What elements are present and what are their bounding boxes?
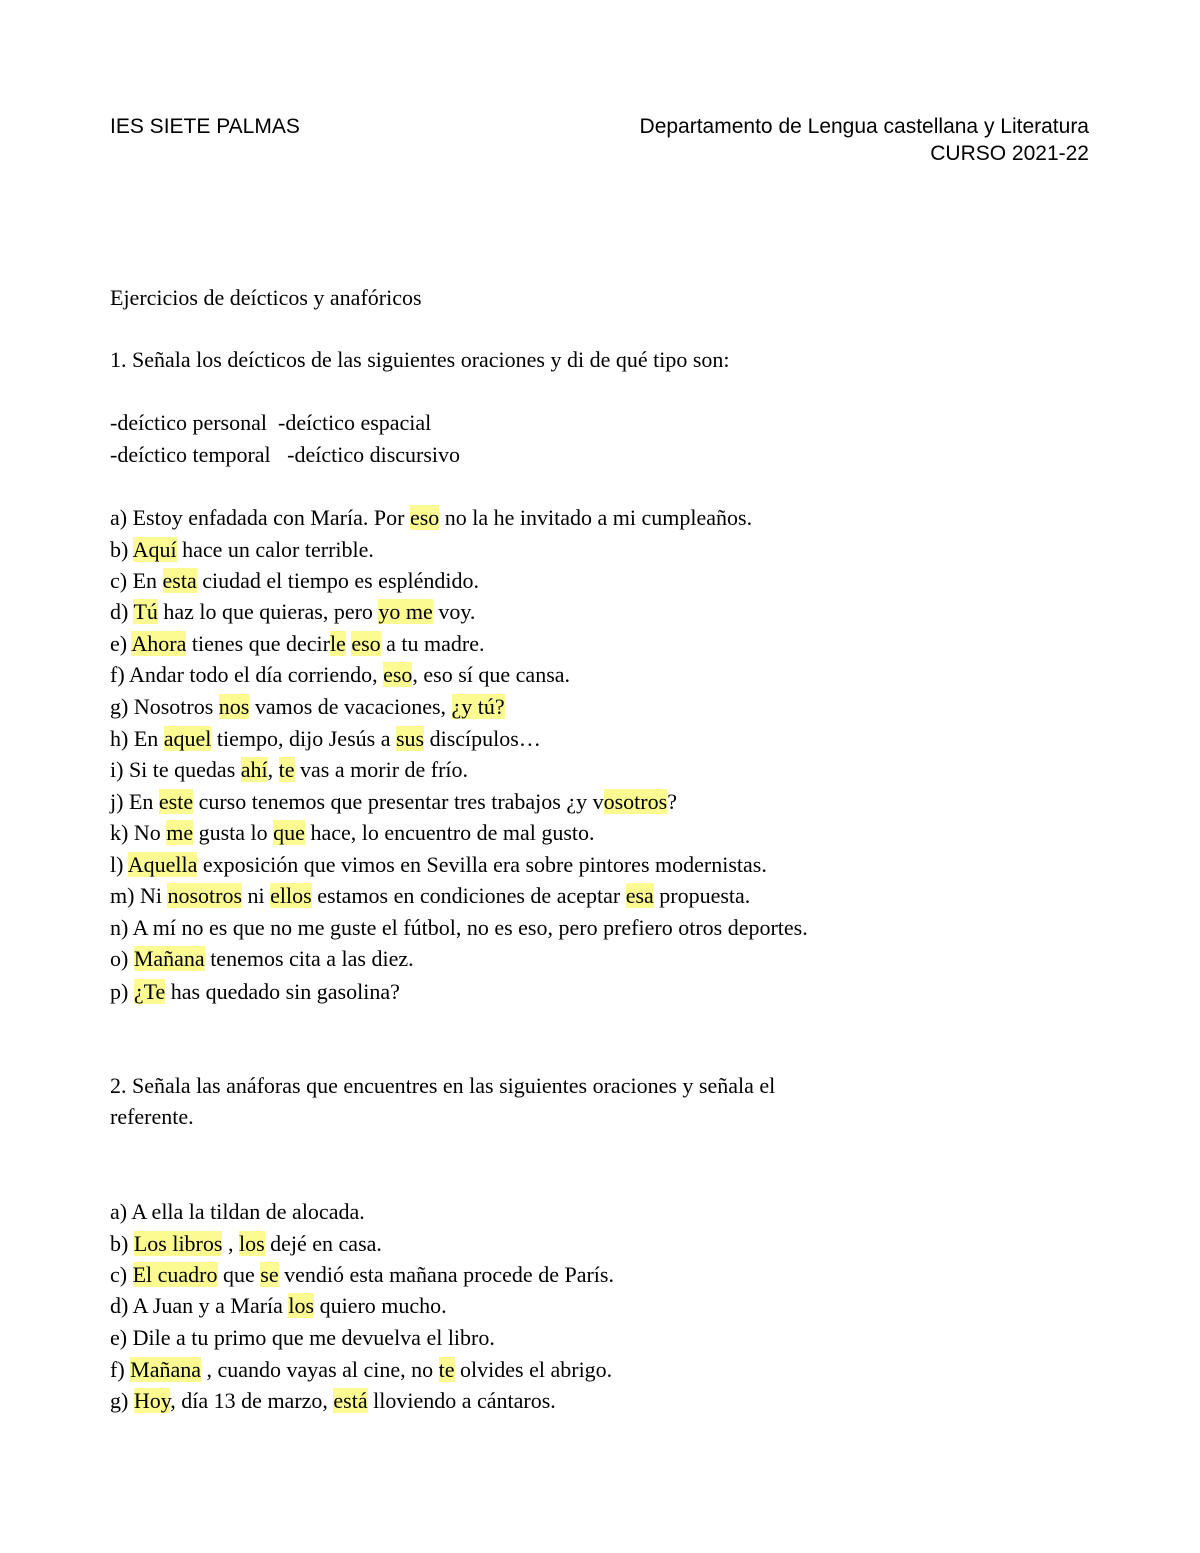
highlighted-word: ¿Te bbox=[133, 979, 166, 1004]
exercise-1-item bbox=[110, 822, 595, 844]
highlighted-word: Aquí bbox=[132, 537, 177, 562]
highlighted-word: eso bbox=[409, 505, 440, 530]
highlighted-word: ahí bbox=[240, 757, 268, 782]
highlighted-word: Tú bbox=[133, 599, 158, 624]
deictic-types-row-2: -deíctico temporal -deíctico discursivo bbox=[110, 442, 461, 467]
exercise-2-instruction-cont: referente. bbox=[110, 1104, 194, 1129]
sentence-text: propuesta. bbox=[653, 883, 751, 908]
sentence-text: vamos de vacaciones, bbox=[249, 694, 452, 719]
sentence-text: voy. bbox=[432, 599, 476, 624]
sentence-text: a) Estoy enfadada con María. Por bbox=[110, 505, 410, 530]
sentence-text: tenemos cita a las diez. bbox=[204, 946, 414, 971]
exercise-1-item bbox=[110, 664, 570, 686]
exercise-1-item bbox=[110, 633, 485, 655]
highlighted-word: ellos bbox=[270, 883, 312, 908]
document-title: Ejercicios de deícticos y anafóricos bbox=[110, 285, 422, 310]
highlighted-word: yo me bbox=[378, 599, 433, 624]
highlighted-word: nosotros bbox=[167, 883, 243, 908]
highlighted-word: me bbox=[166, 820, 194, 845]
exercise-1-item bbox=[110, 981, 400, 1003]
department-name: Departamento de Lengua castellana y Literatura bbox=[639, 115, 1089, 138]
highlighted-word: aquel bbox=[163, 726, 212, 751]
exercise-1-item bbox=[110, 791, 677, 813]
sentence-text: no la he invitado a mi cumpleaños. bbox=[439, 505, 753, 530]
exercise-2-item bbox=[110, 1201, 365, 1223]
highlighted-word: Hoy bbox=[133, 1388, 171, 1413]
sentence-text: lloviendo a cántaros. bbox=[367, 1388, 556, 1413]
exercise-2-item bbox=[110, 1295, 447, 1317]
sentence-text: b) bbox=[110, 1231, 134, 1256]
exercise-1-item bbox=[110, 601, 475, 623]
highlighted-word: eso bbox=[351, 631, 381, 656]
highlighted-word: los bbox=[238, 1231, 265, 1256]
sentence-text: a) A ella la tildan de alocada. bbox=[110, 1199, 365, 1224]
sentence-text: ni bbox=[242, 883, 271, 908]
exercise-1-item bbox=[110, 570, 479, 592]
exercise-1-item bbox=[110, 507, 752, 529]
sentence-text: vendió esta mañana procede de París. bbox=[278, 1262, 614, 1287]
sentence-text: discípulos… bbox=[424, 726, 541, 751]
sentence-text: m) Ni bbox=[110, 883, 168, 908]
course-label: CURSO 2021-22 bbox=[930, 142, 1089, 165]
sentence-text: f) bbox=[110, 1357, 131, 1382]
highlighted-word: te bbox=[438, 1357, 455, 1382]
sentence-text: j) En bbox=[110, 789, 159, 814]
sentence-text: e) bbox=[110, 631, 132, 656]
sentence-text: d) A Juan y a María bbox=[110, 1293, 289, 1318]
sentence-text: curso tenemos que presentar tres trabajos ¿y v bbox=[193, 789, 604, 814]
exercise-1-item bbox=[110, 696, 505, 718]
exercise-1-instruction: 1. Señala los deícticos de las siguientes oraciones y di de qué tipo son: bbox=[110, 347, 730, 372]
sentence-text: e) Dile a tu primo que me devuelva el libro. bbox=[110, 1325, 495, 1350]
sentence-text: n) A mí no es que no me guste el fútbol, no es eso, pero prefiero otros deportes. bbox=[110, 915, 808, 940]
highlighted-word: esta bbox=[162, 568, 197, 593]
exercise-1-item bbox=[110, 885, 750, 907]
highlighted-word: nos bbox=[218, 694, 250, 719]
sentence-text: haz lo que quieras, pero bbox=[157, 599, 379, 624]
sentence-text: , bbox=[222, 1231, 239, 1256]
highlighted-word: este bbox=[158, 789, 194, 814]
sentence-text: f) Andar todo el día corriendo, bbox=[110, 662, 384, 687]
school-name: IES SIETE PALMAS bbox=[110, 115, 300, 138]
exercise-1-item bbox=[110, 948, 414, 970]
highlighted-word: está bbox=[333, 1388, 368, 1413]
exercise-1-item bbox=[110, 759, 468, 781]
sentence-text: , bbox=[267, 757, 279, 782]
sentence-text: gusta lo bbox=[193, 820, 274, 845]
sentence-text: que bbox=[217, 1262, 261, 1287]
highlighted-word: Mañana bbox=[133, 946, 205, 971]
sentence-text: , cuando vayas al cine, no bbox=[201, 1357, 439, 1382]
exercise-1-item bbox=[110, 854, 767, 876]
exercise-1-item bbox=[110, 728, 541, 750]
exercise-2-item bbox=[110, 1390, 556, 1412]
exercise-1-item bbox=[110, 917, 808, 939]
sentence-text: , eso sí que cansa. bbox=[412, 662, 571, 687]
sentence-text: olvides el abrigo. bbox=[454, 1357, 613, 1382]
sentence-text: vas a morir de frío. bbox=[294, 757, 469, 782]
highlighted-word: se bbox=[260, 1262, 279, 1287]
highlighted-word: Mañana bbox=[130, 1357, 202, 1382]
sentence-text: k) No bbox=[110, 820, 167, 845]
sentence-text: g) Nosotros bbox=[110, 694, 219, 719]
sentence-text: p) bbox=[110, 979, 134, 1004]
sentence-text: hace un calor terrible. bbox=[176, 537, 374, 562]
exercise-2-item bbox=[110, 1233, 382, 1255]
highlighted-word: esa bbox=[625, 883, 654, 908]
highlighted-word: Aquella bbox=[127, 852, 198, 877]
sentence-text: ciudad el tiempo es espléndido. bbox=[196, 568, 479, 593]
exercise-2-item bbox=[110, 1264, 614, 1286]
highlighted-word: osotros bbox=[603, 789, 668, 814]
highlighted-word: te bbox=[278, 757, 295, 782]
highlighted-word: ¿y tú? bbox=[451, 694, 505, 719]
sentence-text: h) En bbox=[110, 726, 164, 751]
sentence-text: ? bbox=[667, 789, 677, 814]
sentence-text: o) bbox=[110, 946, 134, 971]
sentence-text: d) bbox=[110, 599, 134, 624]
deictic-types-row-1: -deíctico personal -deíctico espacial bbox=[110, 410, 432, 435]
highlighted-word: que bbox=[273, 820, 305, 845]
sentence-text: b) bbox=[110, 537, 133, 562]
sentence-text: dejé en casa. bbox=[264, 1231, 382, 1256]
sentence-text: estamos en condiciones de aceptar bbox=[311, 883, 626, 908]
sentence-text: , día 13 de marzo, bbox=[170, 1388, 334, 1413]
highlighted-word: Ahora bbox=[131, 631, 187, 656]
exercise-2-item bbox=[110, 1327, 495, 1349]
sentence-text: tienes que decir bbox=[186, 631, 330, 656]
exercise-2-item bbox=[110, 1359, 612, 1381]
highlighted-word: El cuadro bbox=[132, 1262, 218, 1287]
sentence-text: exposición que vimos en Sevilla era sobre pintores modernistas. bbox=[197, 852, 767, 877]
highlighted-word: sus bbox=[395, 726, 425, 751]
highlighted-word: eso bbox=[383, 662, 413, 687]
exercise-1-item bbox=[110, 539, 374, 561]
sentence-text: hace, lo encuentro de mal gusto. bbox=[304, 820, 595, 845]
highlighted-word: le bbox=[329, 631, 346, 656]
sentence-text: c) bbox=[110, 1262, 133, 1287]
highlighted-word: los bbox=[288, 1293, 315, 1318]
sentence-text: has quedado sin gasolina? bbox=[165, 979, 400, 1004]
sentence-text: a tu madre. bbox=[380, 631, 485, 656]
exercise-2-instruction: 2. Señala las anáforas que encuentres en las siguientes oraciones y señala el bbox=[110, 1073, 776, 1098]
sentence-text: g) bbox=[110, 1388, 134, 1413]
highlighted-word: Los libros bbox=[133, 1231, 223, 1256]
sentence-text: quiero mucho. bbox=[314, 1293, 447, 1318]
sentence-text: c) En bbox=[110, 568, 163, 593]
sentence-text: i) Si te quedas bbox=[110, 757, 241, 782]
sentence-text: l) bbox=[110, 852, 128, 877]
sentence-text: tiempo, dijo Jesús a bbox=[211, 726, 396, 751]
